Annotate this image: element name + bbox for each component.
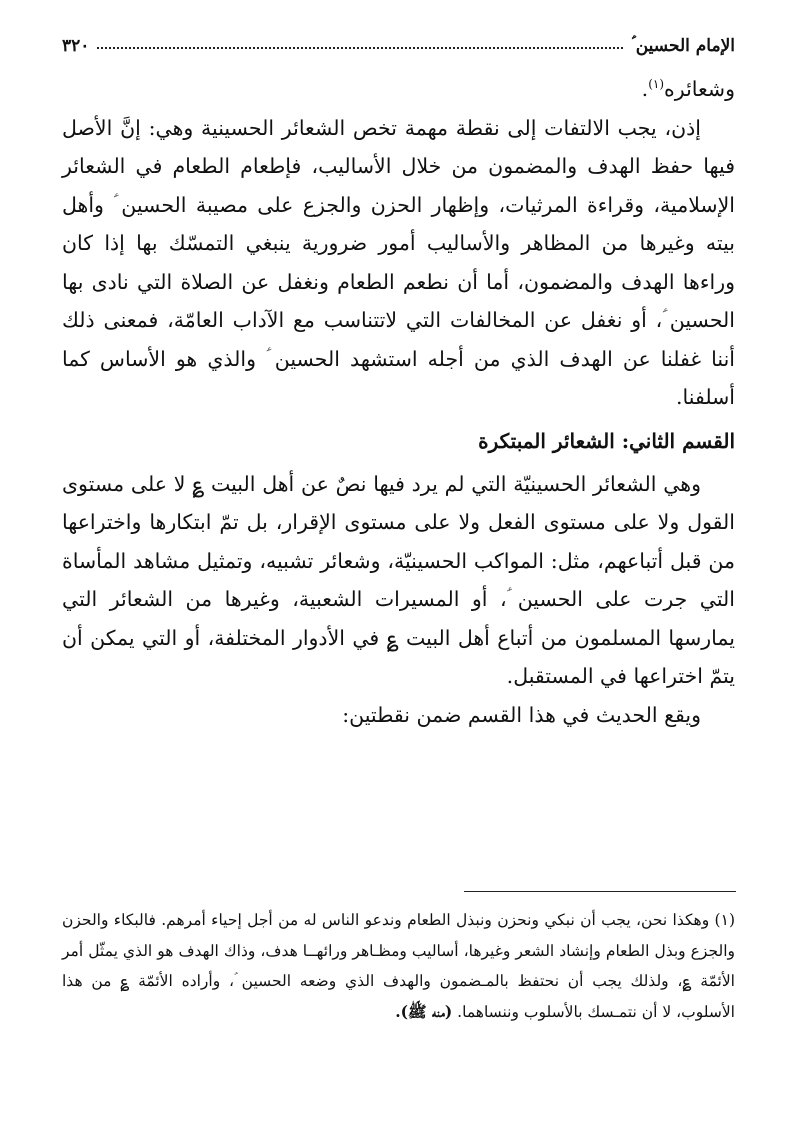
paragraph-3: ويقع الحديث في هذا القسم ضمن نقطتين: bbox=[342, 702, 701, 727]
header-dot-leader bbox=[97, 47, 623, 49]
continuation-line bbox=[62, 70, 735, 109]
page-number: ٣٢٠ bbox=[62, 36, 90, 56]
continuation-text: وشعائره bbox=[664, 77, 735, 101]
running-title: الإمام الحسين ؑ bbox=[631, 36, 735, 56]
continuation-period: . bbox=[641, 77, 649, 101]
footnote-text: وهكذا نحن، يجب أن نبكي ونحزن ونبذل الطعام وندعو الناس له من أجل إحياء أمرهم. فالبكاء والحزن والجزع وبذل الطعام وإنشاد الشعر وغيرها، أساليب ومظـاهر ورائهــا هدف، وذاك الهدف هو الذي يمثّل أمر الأئمّة ؏، ولذلك يجب أن نحتفظ بالمـضمون والهدف الذي وضعه الحسين ؑ، وأراده الأئمّة ؏ من هذا الأسلوب، لا أن نتمـسك بالأسلوب وننساهما. bbox=[62, 911, 735, 1021]
section-heading: القسم الثاني: الشعائر المبتكرة bbox=[478, 428, 735, 453]
main-text bbox=[62, 70, 735, 734]
footnotes bbox=[62, 905, 735, 1027]
paragraph-1: إذن، يجب الالتفات إلى نقطة مهمة تخص الشعائر الحسينية وهي: إنَّ الأصل فيها حفظ الهدف والمضمون من خلال الأساليب، فإطعام الطعام في الشعائر الإسلامية، وقراءة المرثيات، وإظهار الحزن والجزع على مصيبة الحسين ؑ وأهل بيته وغيرها من المظاهر والأساليب أمور ضرورية ينبغي التمسّك بها إذا كان وراءها الهدف والمضمون، أما أن نطعم الطعام ونغفل عن الصلاة التي نادى بها الحسين ؑ، أو نغفل عن المخالفات التي لاتتناسب مع الآداب العامّة، فمعنى ذلك أننا غفلنا عن الهدف الذي من أجله استشهد الحسين ؑ والذي هو الأساس كما أسلفنا. bbox=[62, 115, 735, 409]
footnote-attribution: (منه ﷺ). bbox=[395, 1001, 453, 1021]
footnote-separator bbox=[464, 891, 736, 892]
footnote-1 bbox=[62, 905, 735, 1027]
page-header bbox=[62, 22, 735, 56]
paragraph-2: وهي الشعائر الحسينيّة التي لم يرد فيها نصٌ عن أهل البيت ؏ لا على مستوى القول ولا على مستوى الفعل ولا على مستوى الإقرار، بل تمّ ابتكارها واختراعها من قبل أتباعهم، مثل: المواكب الحسينيّة، وشعائر تشبيه، وتمثيل مشاهد المأساة التي جرت على الحسين ؑ، أو المسيرات الشعبية، وغيرها من الشعائر التي يمارسها المسلمون من أتباع أهل البيت ؏ في الأدوار المختلفة، أو التي يمكن أن يتمّ اختراعها في المستقبل. bbox=[62, 471, 735, 688]
footnote-reference[interactable]: (١) bbox=[648, 77, 665, 92]
footnote-marker: (١) bbox=[714, 911, 735, 929]
